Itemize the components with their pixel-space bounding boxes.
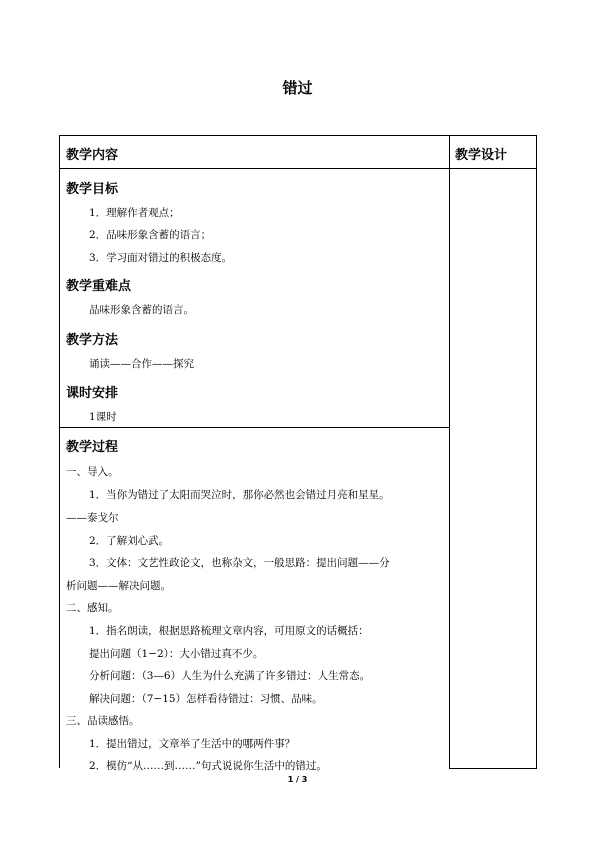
- process-heading: 教学过程: [66, 440, 119, 455]
- process-line: 一、导入。: [66, 466, 119, 478]
- process-line: 1．当你为错过了太阳而哭泣时，那你必然也会错过月亮和星星。: [89, 489, 390, 501]
- process-line: 2．模仿“从……到……”句式说说你生活中的错过。: [89, 760, 327, 772]
- process-line: 分析问题：（3—6）人生为什么充满了许多错过：人生常态。: [89, 670, 371, 682]
- table-header-divider: [59, 168, 537, 169]
- key-points-text: 品味形象含蓄的语言。: [89, 304, 194, 316]
- process-line: 2．了解刘心武。: [89, 535, 170, 547]
- page-number: 1 / 3: [287, 775, 308, 784]
- process-line: 析问题——解决问题。: [66, 580, 171, 592]
- goal-item: 2．品味形象含蓄的语言；: [89, 229, 212, 241]
- design-column-bottom: [449, 768, 537, 769]
- process-line: 3．文体：文艺性政论文，也称杂文，一般思路：提出问题——分: [89, 557, 390, 569]
- table-border-top: [59, 135, 537, 136]
- process-line: 三、品读感悟。: [66, 715, 140, 727]
- design-column-header: 教学设计: [455, 148, 508, 163]
- process-line: ——泰戈尔: [66, 512, 119, 524]
- goals-heading: 教学目标: [66, 182, 119, 197]
- key-points-heading: 教学重难点: [66, 279, 132, 294]
- process-line: 1．提出错过，文章举了生活中的哪两件事？: [89, 738, 296, 750]
- methods-text: 诵读——合作——探究: [89, 358, 194, 370]
- process-line: 二、感知。: [66, 602, 119, 614]
- goal-item: 3．学习面对错过的积极态度。: [89, 252, 233, 264]
- table-border-left: [59, 135, 60, 768]
- schedule-heading: 课时安排: [66, 386, 119, 401]
- process-line: 1．指名朗读，根据思路梳理文章内容，可用原文的话概括：: [89, 625, 369, 637]
- methods-heading: 教学方法: [66, 333, 119, 348]
- column-divider: [449, 135, 450, 768]
- table-border-right: [536, 135, 537, 768]
- goal-item: 1．理解作者观点；: [89, 207, 180, 219]
- content-column-header: 教学内容: [66, 148, 119, 163]
- section-divider: [59, 427, 449, 428]
- process-line: 提出问题（1−2）：大小错过真不少。: [89, 648, 264, 660]
- process-line: 解决问题：（7−15）怎样看待错过：习惯、品味。: [89, 693, 323, 705]
- document-title: 错过: [282, 79, 313, 97]
- schedule-text: 1课时: [89, 411, 117, 423]
